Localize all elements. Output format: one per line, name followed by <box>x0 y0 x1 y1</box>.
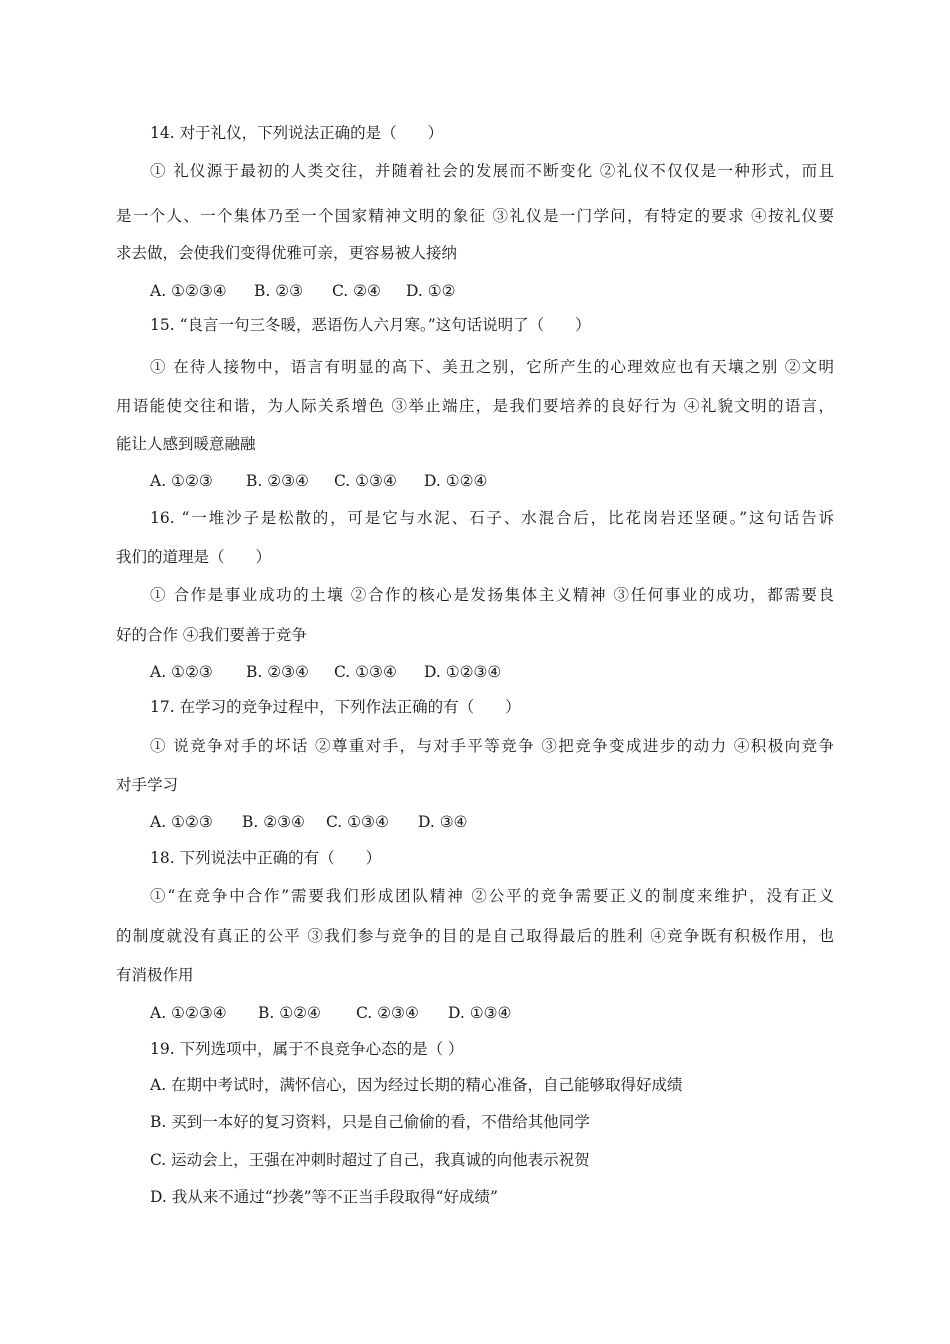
question-18-body-line-2: 的制度就没有真正的公平 ③我们参与竞争的目的是自己取得最后的胜利 ④竞争既有积极作用，也 <box>116 927 834 945</box>
question-14-body-line-3: 求去做，会使我们变得优雅可亲，更容易被人接纳 <box>116 244 458 262</box>
option-b: B. ②③④ <box>246 472 309 490</box>
question-14-options <box>150 281 456 301</box>
question-15-body-line-3: 能让人感到暖意融融 <box>116 435 256 453</box>
question-16-stem: 16. “一堆沙子是松散的，可是它与水泥、石子、水混合后，比花岗岩还坚硬。”这句话告诉 <box>150 509 834 527</box>
question-15-body-line-2: 用语能使交往和谐，为人际关系增色 ③举止端庄，是我们要培养的良好行为 ④礼貌文明的语言， <box>116 397 834 415</box>
question-17-body-line-1: ① 说竞争对手的坏话 ②尊重对手，与对手平等竞争 ③把竞争变成进步的动力 ④积极向竞争 <box>150 737 834 755</box>
question-16-stem-line-2: 我们的道理是（ ） <box>116 548 272 566</box>
question-17-body-line-2: 对手学习 <box>116 776 179 794</box>
question-17-options <box>150 812 468 832</box>
option-d: D. ①③④ <box>448 1004 512 1022</box>
question-15-options <box>150 471 487 491</box>
option-a: A. ①②③④ <box>150 282 227 300</box>
option-b: B. ②③ <box>254 282 304 300</box>
question-16-options <box>150 662 501 682</box>
question-19-choice-c: C. 运动会上，王强在冲刺时超过了自己，我真诚的向他表示祝贺 <box>150 1151 590 1169</box>
option-c: C. ①③④ <box>334 663 397 681</box>
question-19-choice-d: D. 我从来不通过“抄袭”等不正当手段取得“好成绩” <box>150 1188 498 1206</box>
option-b: B. ②③④ <box>242 813 305 831</box>
question-15-stem: 15. “良言一句三冬暖，恶语伤人六月寒。”这句话说明了（ ） <box>150 316 591 334</box>
option-b: B. ②③④ <box>246 663 309 681</box>
question-19-choice-a: A. 在期中考试时，满怀信心，因为经过长期的精心准备，自己能够取得好成绩 <box>150 1076 683 1094</box>
question-18-stem: 18. 下列说法中正确的有（ ） <box>150 849 382 867</box>
question-17-stem: 17. 在学习的竞争过程中，下列作法正确的有（ ） <box>150 698 521 716</box>
option-c: C. ②③④ <box>356 1004 419 1022</box>
question-14-body-line-2: 是一个人、一个集体乃至一个国家精神文明的象征 ③礼仪是一门学问，有特定的要求 ④按礼仪要 <box>116 207 834 225</box>
question-18-body-line-3: 有消极作用 <box>116 966 194 984</box>
option-d: D. ③④ <box>418 813 468 831</box>
question-18-body-line-1: ①“在竞争中合作”需要我们形成团队精神 ②公平的竞争需要正义的制度来维护，没有正义 <box>150 887 834 905</box>
question-14-stem: 14. 对于礼仪，下列说法正确的是（ ） <box>150 124 444 142</box>
option-a: A. ①②③ <box>150 663 213 681</box>
option-c: C. ①③④ <box>334 472 397 490</box>
option-a: A. ①②③ <box>150 472 213 490</box>
option-d: D. ①②④ <box>424 472 488 490</box>
option-d: D. ①②③④ <box>424 663 502 681</box>
option-a: A. ①②③ <box>150 813 213 831</box>
question-19-stem: 19. 下列选项中，属于不良竞争心态的是（ ） <box>150 1040 464 1058</box>
question-18-options <box>150 1003 511 1023</box>
question-14-body-line-1: ① 礼仪源于最初的人类交往，并随着社会的发展而不断变化 ②礼仪不仅仅是一种形式，而且 <box>150 162 834 180</box>
option-b: B. ①②④ <box>258 1004 321 1022</box>
option-c: C. ①③④ <box>326 813 389 831</box>
option-d: D. ①② <box>406 282 456 300</box>
question-16-body-line-1: ① 合作是事业成功的土壤 ②合作的核心是发扬集体主义精神 ③任何事业的成功，都需要良 <box>150 586 834 604</box>
option-c: C. ②④ <box>332 282 381 300</box>
question-16-body-line-2: 好的合作 ④我们要善于竞争 <box>116 626 307 644</box>
option-a: A. ①②③④ <box>150 1004 227 1022</box>
question-19-choice-b: B. 买到一本好的复习资料，只是自己偷偷的看，不借给其他同学 <box>150 1113 590 1131</box>
question-15-body-line-1: ① 在待人接物中，语言有明显的高下、美丑之别，它所产生的心理效应也有天壤之别 ②文明 <box>150 358 834 376</box>
